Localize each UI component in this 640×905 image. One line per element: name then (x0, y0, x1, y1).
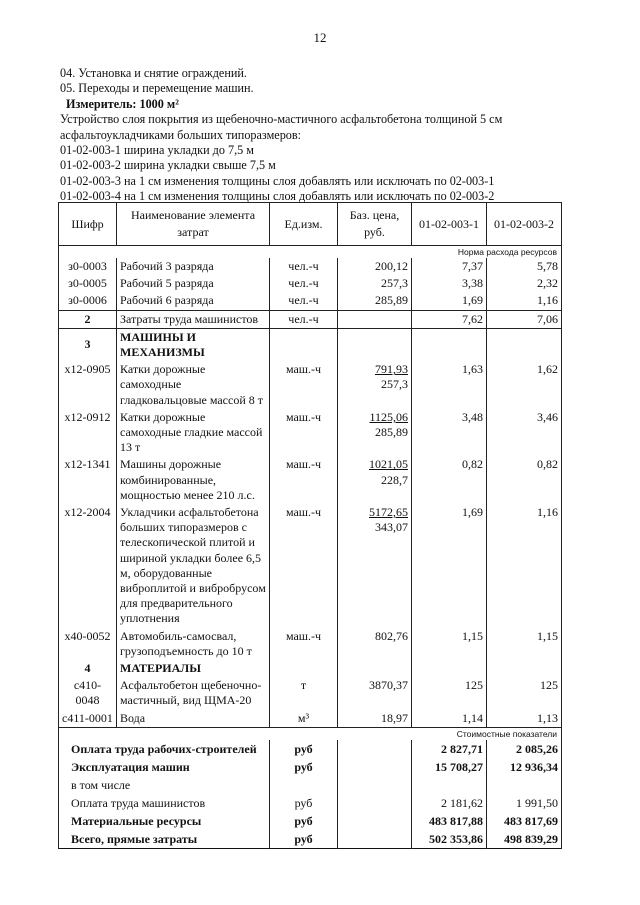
table-row (59, 628, 562, 660)
cell-unit: чел.-ч (270, 275, 338, 292)
cell-variant-1: 1,63 (412, 361, 487, 409)
cell-variant-1: 15 708,27 (412, 758, 487, 776)
cell-variant-1: 3,48 (412, 409, 487, 457)
cell-unit: руб (270, 740, 338, 758)
table-row (59, 275, 562, 292)
cell-unit: руб (270, 758, 338, 776)
cell-total-name: Всего, прямые затраты (59, 830, 270, 849)
cell-name: МАШИНЫ И МЕХАНИЗМЫ (117, 328, 270, 361)
cell-unit: маш.-ч (270, 504, 338, 628)
cell-variant-2: 7,06 (487, 310, 562, 328)
table-row (59, 456, 562, 504)
cell-empty (487, 660, 562, 677)
cell-empty (338, 660, 412, 677)
band-label: Стоимостные показатели (59, 727, 562, 740)
total-row (59, 812, 562, 830)
cell-variant-2: 1,13 (487, 710, 562, 728)
band-label: Норма расхода ресурсов (59, 246, 562, 259)
table-row (59, 677, 562, 709)
header-variant-1: 01-02-003-1 (412, 203, 487, 246)
group-header-row (59, 660, 562, 677)
cell-name: Машины дорожные комбинированные, мощностью менее 210 л.с. (117, 456, 270, 504)
cell-total-name: в том числе (59, 776, 270, 794)
cell-variant-2: 1,16 (487, 292, 562, 310)
cell-unit: руб (270, 830, 338, 849)
cell-unit: маш.-ч (270, 409, 338, 457)
cell-unit: маш.-ч (270, 361, 338, 409)
cell-price (338, 812, 412, 830)
cell-price: 200,12 (338, 258, 412, 275)
cell-code: з0-0003 (59, 258, 117, 275)
cell-empty (338, 328, 412, 361)
cell-variant-1: 3,38 (412, 275, 487, 292)
cell-price: 3870,37 (338, 677, 412, 709)
price-value: 802,76 (375, 628, 408, 643)
total-row (59, 794, 562, 812)
cell-name: Рабочий 5 разряда (117, 275, 270, 292)
cell-variant-2: 1,16 (487, 504, 562, 628)
cell-code: х12-1341 (59, 456, 117, 504)
table-row (59, 292, 562, 310)
cell-variant-1: 7,62 (412, 310, 487, 328)
intro-line: 05. Переходы и перемещение машин. (60, 81, 254, 96)
price-value: 1021,05 (369, 457, 408, 472)
cell-unit: маш.-ч (270, 628, 338, 660)
cell-code: 4 (59, 660, 117, 677)
cell-unit: чел.-ч (270, 292, 338, 310)
cell-unit: м³ (270, 710, 338, 728)
cell-price (338, 628, 412, 660)
cell-code: з0-0006 (59, 292, 117, 310)
table-row (59, 504, 562, 628)
cell-name: Рабочий 3 разряда (117, 258, 270, 275)
price-value: 1125,06 (369, 409, 408, 424)
cell-unit (270, 776, 338, 794)
cell-variant-1: 125 (412, 677, 487, 709)
cell-variant-1: 1,69 (412, 504, 487, 628)
cell-unit: чел.-ч (270, 258, 338, 275)
cell-total-name: Оплата труда машинистов (59, 794, 270, 812)
intro-line: 04. Установка и снятие ограждений. (60, 66, 247, 80)
cell-price (338, 456, 412, 504)
cell-unit: чел.-ч (270, 310, 338, 328)
cell-name: Затраты труда машинистов (117, 310, 270, 328)
cell-name: Автомобиль-самосвал, грузоподъемность до 10 т (117, 628, 270, 660)
cell-code: 3 (59, 328, 117, 361)
cell-variant-1 (412, 776, 487, 794)
section-band (59, 246, 562, 259)
cell-code: 2 (59, 310, 117, 328)
cell-price (338, 504, 412, 628)
header-price: Баз. цена, руб. (338, 203, 412, 246)
cell-variant-2: 3,46 (487, 409, 562, 457)
cell-name: Рабочий 6 разряда (117, 292, 270, 310)
cell-variant-2: 483 817,69 (487, 812, 562, 830)
table-row (59, 409, 562, 457)
cell-variant-2: 2 085,26 (487, 740, 562, 758)
table-header-row (59, 203, 562, 246)
variant-line: 01-02-003-2 ширина укладки свыше 7,5 м (60, 158, 276, 173)
cell-code: х12-0912 (59, 409, 117, 457)
cell-price (338, 361, 412, 409)
cell-variant-1: 2 181,62 (412, 794, 487, 812)
cell-code: з0-0005 (59, 275, 117, 292)
total-row (59, 758, 562, 776)
cell-variant-1: 1,69 (412, 292, 487, 310)
cell-unit: т (270, 677, 338, 709)
cell-name: Асфальтобетон щебеночно-мастичный, вид ЩМА-20 (117, 677, 270, 709)
cell-code: с411-0001 (59, 710, 117, 728)
intro-block (60, 66, 620, 205)
section-band (59, 727, 562, 740)
cell-code: х12-2004 (59, 504, 117, 628)
cell-total-name: Оплата труда рабочих-строителей (59, 740, 270, 758)
cell-name: МАТЕРИАЛЫ (117, 660, 270, 677)
group-header-row (59, 328, 562, 361)
cell-unit: руб (270, 794, 338, 812)
cell-price: 257,3 (338, 275, 412, 292)
machinist-price-value: 285,89 (375, 425, 408, 440)
price-value: 5172,65 (369, 505, 408, 520)
cell-name: Укладчики асфальтобетона больших типоразмеров с телескопической плитой и шириной укладки более 6,5 м, оборудованные виброплитой и вибробрусом для предварительного уплотнения (117, 504, 270, 628)
total-row (59, 830, 562, 849)
cell-variant-2: 5,78 (487, 258, 562, 275)
cell-variant-1: 0,82 (412, 456, 487, 504)
cell-variant-2: 1 991,50 (487, 794, 562, 812)
header-code: Шифр (59, 203, 117, 246)
table-row (59, 258, 562, 275)
cell-variant-2: 125 (487, 677, 562, 709)
cell-variant-1: 1,15 (412, 628, 487, 660)
cell-price (338, 409, 412, 457)
machinist-price-value: 257,3 (381, 377, 408, 392)
cell-variant-2: 1,15 (487, 628, 562, 660)
cell-variant-2: 498 839,29 (487, 830, 562, 849)
table-row (59, 361, 562, 409)
header-variant-2: 01-02-003-2 (487, 203, 562, 246)
cell-variant-1: 1,14 (412, 710, 487, 728)
table-row (59, 710, 562, 728)
cell-name: Катки дорожные самоходные гладковальцовые массой 8 т (117, 361, 270, 409)
cell-code: х12-0905 (59, 361, 117, 409)
cell-price (338, 310, 412, 328)
cell-variant-1: 502 353,86 (412, 830, 487, 849)
table-row (59, 310, 562, 328)
meter-line: Измеритель: 1000 м² (66, 96, 179, 111)
variant-line: 01-02-003-3 на 1 см изменения толщины слоя добавлять или исключать по 02-003-1 (60, 173, 495, 188)
cell-variant-2: 1,62 (487, 361, 562, 409)
machinist-price-value: 343,07 (375, 520, 408, 535)
cell-total-name: Эксплуатация машин (59, 758, 270, 776)
cell-name: Катки дорожные самоходные гладкие массой 13 т (117, 409, 270, 457)
cell-price (338, 776, 412, 794)
cell-name: Вода (117, 710, 270, 728)
total-row (59, 740, 562, 758)
cell-unit: маш.-ч (270, 456, 338, 504)
cell-total-name: Материальные ресурсы (59, 812, 270, 830)
machinist-price-value: 228,7 (381, 472, 408, 487)
cell-variant-1: 7,37 (412, 258, 487, 275)
header-name: Наименование элемента затрат (117, 203, 270, 246)
cell-empty (487, 328, 562, 361)
cell-code: х40-0052 (59, 628, 117, 660)
cell-variant-2: 2,32 (487, 275, 562, 292)
cell-variant-1: 483 817,88 (412, 812, 487, 830)
cell-variant-2: 12 936,34 (487, 758, 562, 776)
cell-price: 18,97 (338, 710, 412, 728)
variant-line: 01-02-003-4 на 1 см изменения толщины слоя добавлять или исключать по 02-003-2 (60, 189, 495, 204)
cell-empty (270, 660, 338, 677)
description-line: асфальтоукладчиками больших типоразмеров: (60, 127, 302, 142)
cell-variant-2 (487, 776, 562, 794)
cell-unit: руб (270, 812, 338, 830)
price-value: 791,93 (375, 362, 408, 377)
cell-empty (412, 660, 487, 677)
cell-price (338, 794, 412, 812)
cell-empty (412, 328, 487, 361)
page-number: 12 (313, 30, 327, 45)
total-row (59, 776, 562, 794)
cell-variant-1: 2 827,71 (412, 740, 487, 758)
variant-line: 01-02-003-1 ширина укладки до 7,5 м (60, 143, 255, 158)
cell-variant-2: 0,82 (487, 456, 562, 504)
cell-code: с410-0048 (59, 677, 117, 709)
cell-price: 285,89 (338, 292, 412, 310)
cell-empty (270, 328, 338, 361)
header-unit: Ед.изм. (270, 203, 338, 246)
cell-price (338, 758, 412, 776)
description-line: Устройство слоя покрытия из щебеночно-мастичного асфальтобетона толщиной 5 см (60, 112, 503, 127)
resource-table (58, 202, 562, 849)
cell-price (338, 740, 412, 758)
cell-price (338, 830, 412, 849)
